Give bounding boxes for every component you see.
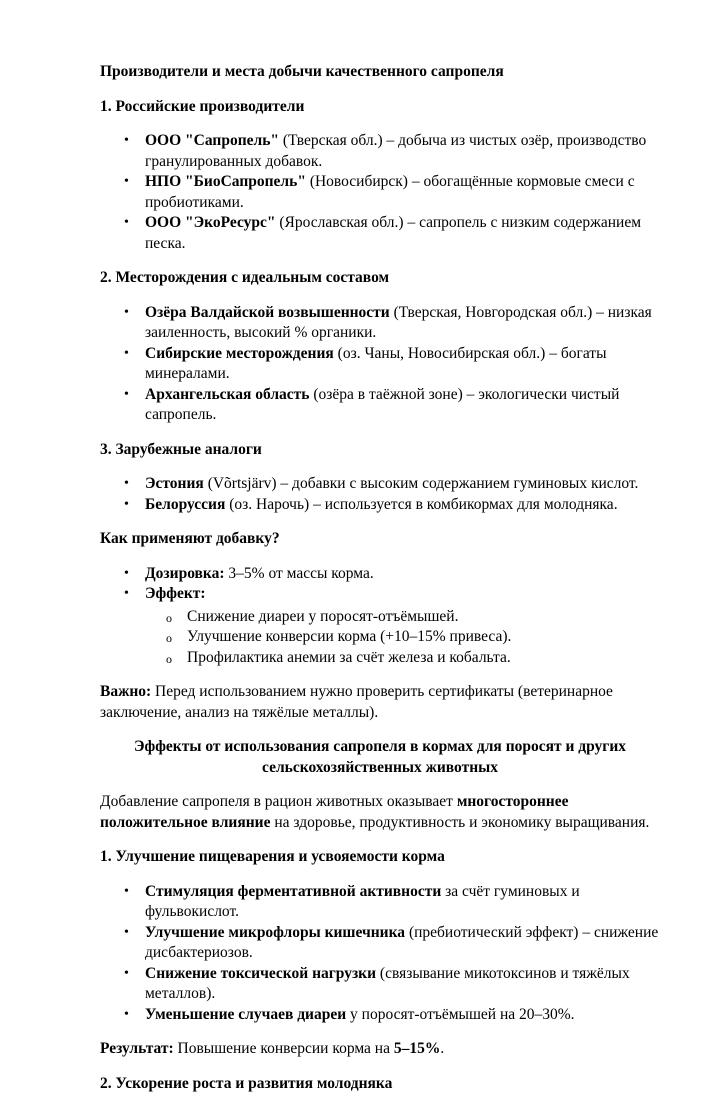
heading-digestion: 1. Улучшение пищеварения и усвояемости корма <box>100 847 660 868</box>
item-text: (оз. Чаны, Новосибирская обл.) – богаты минералами. <box>145 345 607 383</box>
list-item <box>145 172 660 213</box>
russian-producers-list <box>100 131 660 254</box>
item-lead: Озёра Валдайской возвышенности <box>145 304 390 321</box>
intro-pre: Добавление сапропеля в рацион животных оказывает <box>100 793 457 810</box>
result-paragraph <box>100 1039 660 1060</box>
bullet-icon: • <box>124 344 129 365</box>
item-text: (Ярославская обл.) – сапропель с низким содержанием песка. <box>145 214 641 252</box>
circle-bullet-icon: o <box>166 649 172 670</box>
deposits-list <box>100 303 660 426</box>
circle-bullet-icon: o <box>166 628 172 649</box>
item-text: 3–5% от массы корма. <box>225 565 374 582</box>
bullet-icon: • <box>124 923 129 944</box>
list-item <box>145 964 660 1005</box>
list-item <box>145 564 660 585</box>
important-note <box>100 682 660 723</box>
list-item <box>145 303 660 344</box>
heading-growth: 2. Ускорение роста и развития молодняка <box>100 1074 660 1094</box>
list-item <box>145 923 660 964</box>
result-label: Результат: <box>100 1040 174 1057</box>
item-lead: Улучшение микрофлоры кишечника <box>145 924 405 941</box>
bullet-icon: • <box>124 213 129 234</box>
bullet-icon: • <box>124 964 129 985</box>
list-item <box>145 213 660 254</box>
important-label: Важно: <box>100 683 151 700</box>
intro-bold: многостороннее положительное влияние <box>100 793 568 831</box>
result-period: . <box>440 1040 444 1057</box>
bullet-icon: • <box>124 131 129 152</box>
item-text: (Тверская, Новгородская обл.) – низкая заиленность, высокий % органики. <box>145 304 652 342</box>
doc-title: Производители и места добычи качественного сапропеля <box>100 62 660 83</box>
bullet-icon: • <box>124 882 129 903</box>
effects-sublist <box>145 607 660 669</box>
heading-foreign-analogues: 3. Зарубежные аналоги <box>100 440 660 461</box>
list-item <box>145 344 660 385</box>
bullet-icon: • <box>124 495 129 516</box>
item-lead: НПО "БиоСапропель" <box>145 173 306 190</box>
list-item <box>145 385 660 426</box>
item-lead: Белоруссия <box>145 496 225 513</box>
heading-russian-producers: 1. Российские производители <box>100 97 660 118</box>
circle-bullet-icon: o <box>166 608 172 629</box>
result-text: Повышение конверсии корма на <box>174 1040 394 1057</box>
bullet-icon: • <box>124 564 129 585</box>
application-list <box>100 564 660 669</box>
list-item <box>145 882 660 923</box>
item-lead: Эстония <box>145 475 204 492</box>
important-text: Перед использованием нужно проверить сертификаты (ветеринарное заключение, анализ на тяжёлые металлы). <box>100 683 613 721</box>
bullet-icon: • <box>124 474 129 495</box>
item-lead: Эффект: <box>145 585 206 602</box>
item-lead: ООО "Сапропель" <box>145 132 279 149</box>
item-text: (связывание микотоксинов и тяжёлых металлов). <box>145 965 630 1003</box>
item-text: за счёт гуминовых и фульвокислот. <box>145 883 580 921</box>
foreign-analogues-list <box>100 474 660 515</box>
bullet-icon: • <box>124 584 129 605</box>
sub-list-item <box>187 648 660 669</box>
list-item <box>145 495 660 516</box>
sub-list-item <box>187 627 660 648</box>
item-lead: ООО "ЭкоРесурс" <box>145 214 276 231</box>
item-text: (Тверская обл.) – добыча из чистых озёр, производство гранулированных добавок. <box>145 132 646 170</box>
intro-post: на здоровье, продуктивность и экономику выращивания. <box>270 814 649 831</box>
item-lead: Уменьшение случаев диареи <box>145 1006 346 1023</box>
item-text: Улучшение конверсии корма (+10–15% привеса). <box>187 628 511 645</box>
item-text: (озёра в таёжной зоне) – экологически чистый сапропель. <box>145 386 619 424</box>
list-item <box>145 1005 660 1026</box>
list-item <box>145 474 660 495</box>
second-doc-title: Эффекты от использования сапропеля в кормах для поросят и других сельскохозяйственных животных <box>100 737 660 778</box>
item-text: (Võrtsjärv) – добавки с высоким содержанием гуминовых кислот. <box>204 475 639 492</box>
bullet-icon: • <box>124 303 129 324</box>
list-item <box>145 131 660 172</box>
intro-paragraph <box>100 792 660 833</box>
item-text: Снижение диареи у поросят-отъёмышей. <box>187 608 458 625</box>
item-lead: Сибирские месторождения <box>145 345 334 362</box>
item-lead: Снижение токсической нагрузки <box>145 965 376 982</box>
bullet-icon: • <box>124 1005 129 1026</box>
sub-list-item <box>187 607 660 628</box>
item-lead: Архангельская область <box>145 386 309 403</box>
bullet-icon: • <box>124 172 129 193</box>
bullet-icon: • <box>124 385 129 406</box>
item-lead: Стимуляция ферментативной активности <box>145 883 441 900</box>
item-lead: Дозировка: <box>145 565 225 582</box>
item-text: (пребиотический эффект) – снижение дисбактериозов. <box>145 924 658 962</box>
list-item <box>145 584 660 668</box>
heading-how-to-apply: Как применяют добавку? <box>100 529 660 550</box>
digestion-list <box>100 882 660 1026</box>
item-text: Профилактика анемии за счёт железа и кобальта. <box>187 649 511 666</box>
result-value: 5–15% <box>394 1040 441 1057</box>
item-text: у поросят-отъёмышей на 20–30%. <box>346 1006 574 1023</box>
item-text: (Новосибирск) – обогащённые кормовые смеси с пробиотиками. <box>145 173 635 211</box>
item-text: (оз. Нарочь) – используется в комбикормах для молодняка. <box>225 496 617 513</box>
heading-deposits: 2. Месторождения с идеальным составом <box>100 268 660 289</box>
